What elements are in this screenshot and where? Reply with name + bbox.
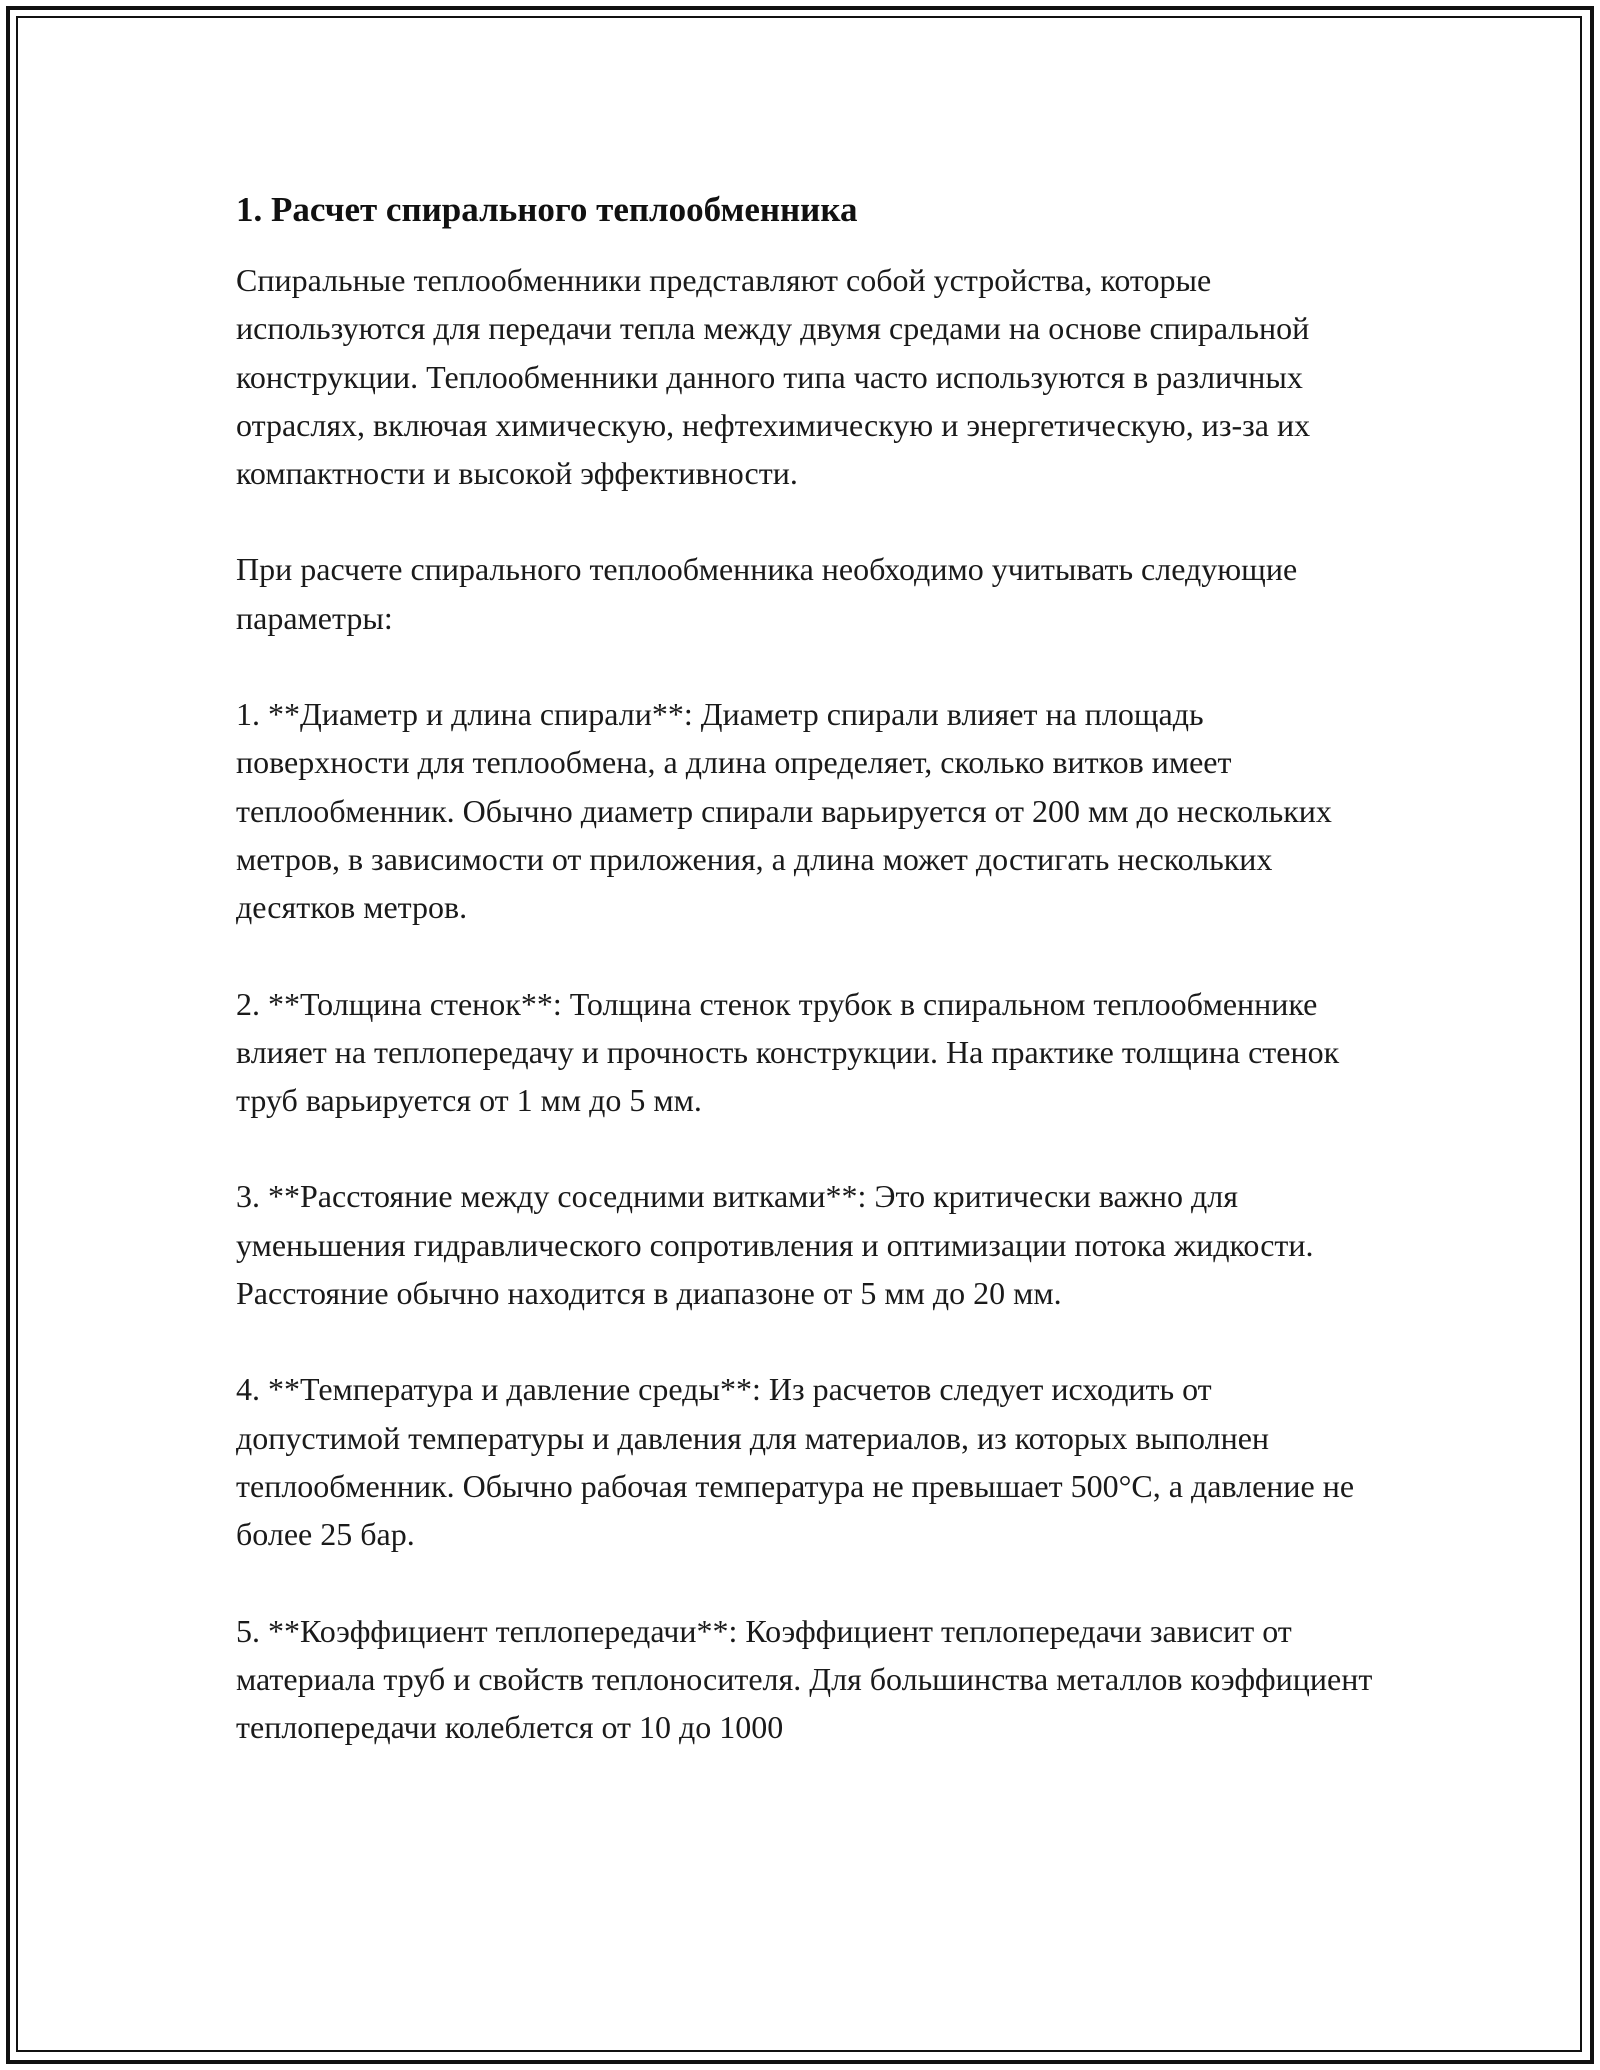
parameter-item-heat-transfer-coefficient: 5. **Коэффициент теплопередачи**: Коэффициент теплопередачи зависит от материала труб и свойств теплоносителя. Для большинства металлов коэффициент теплопередачи колеблется от 10 до 1000 <box>236 1612 1373 1746</box>
intro-paragraph: Спиральные теплообменники представляют собой устройства, которые используются для передачи тепла между двумя средами на основе спиральной конструкции. Теплообменники данного типа часто используются в различных отраслях, включая химическую, нефтехимическую и энергетическую, из-за их компактности и высокой эффективности. <box>236 262 1311 492</box>
parameter-item-diameter-length: 1. **Диаметр и длина спирали**: Диаметр спирали влияет на площадь поверхности для теплообмена, а длина определяет, сколько витков имеет теплообменник. Обычно диаметр спирали варьируется от 200 мм до нескольких метров, в зависимости от приложения, а длина может достигать нескольких десятков метров. <box>236 696 1332 926</box>
parameter-item-coil-spacing: 3. **Расстояние между соседними витками**: Это критически важно для уменьшения гидравлического сопротивления и оптимизации потока жидкости. Расстояние обычно находится в диапазоне от 5 мм до 20 мм. <box>236 1178 1314 1312</box>
section-heading: 1. Расчет спирального теплообменника <box>236 190 858 229</box>
document-body <box>236 188 1376 1751</box>
parameters-intro-paragraph: При расчете спирального теплообменника необходимо учитывать следующие параметры: <box>236 551 1298 636</box>
parameter-item-wall-thickness: 2. **Толщина стенок**: Толщина стенок трубок в спиральном теплообменнике влияет на теплопередачу и прочность конструкции. На практике толщина стенок труб варьируется от 1 мм до 5 мм. <box>236 985 1340 1119</box>
parameter-item-temperature-pressure: 4. **Температура и давление среды**: Из расчетов следует исходить от допустимой температуры и давления для материалов, из которых выполнен теплообменник. Обычно рабочая температура не превышает 500°C, а давление не более 25 бар. <box>236 1371 1355 1553</box>
